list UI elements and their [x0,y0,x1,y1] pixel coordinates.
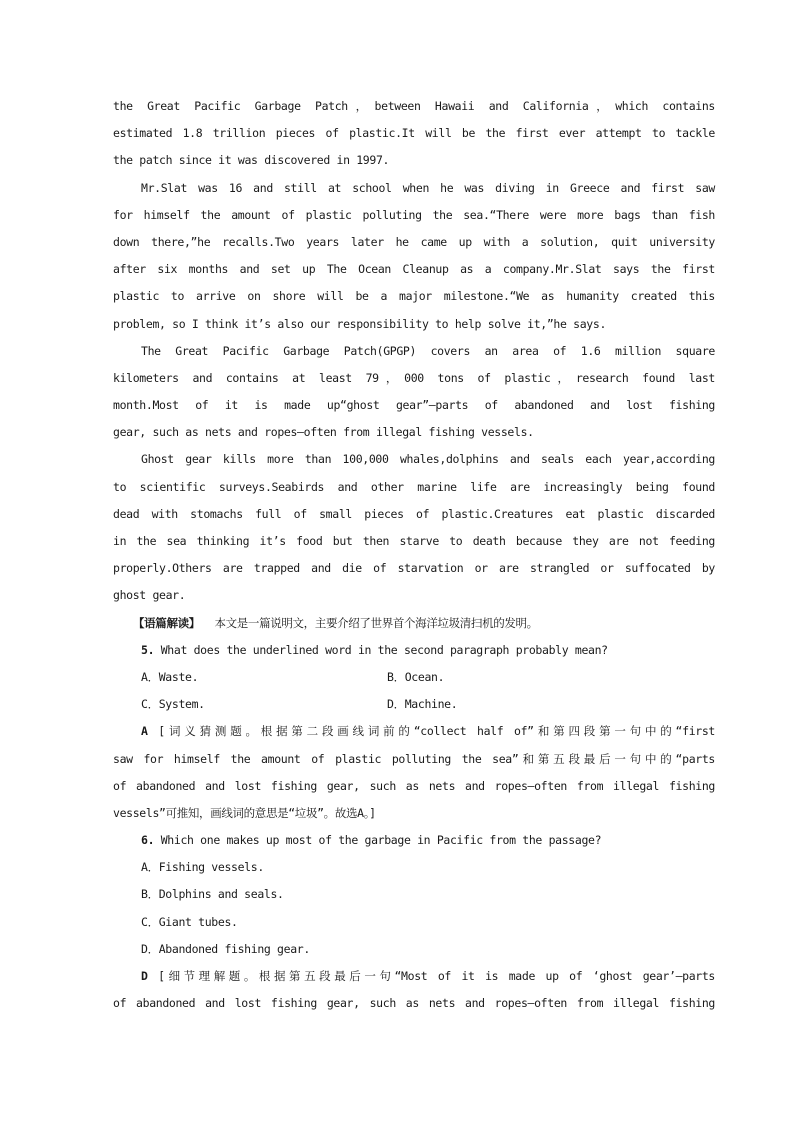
text-line: Mr.Slat was 16 and still at school when he was diving in Greece and first saw [141,180,715,195]
option-row [113,667,715,694]
option-a: A．Fishing vessels. [141,860,264,875]
explanation-text: [词义猜测题。根据第二段画线词前的“collect half of”和第四段第一句中的“first [158,724,715,739]
paragraph-4 [113,449,715,612]
paragraph-2 [113,178,715,341]
option-c: C．System. [141,697,205,712]
option-a: A．Waste. [141,669,199,684]
text-line: the Great Pacific Garbage Patch，between Hawaii and California，which contains [113,99,715,113]
text-line: problem, so I think it’s also our responsibility to help solve it,”he says. [113,316,607,331]
question-text: What does the underlined word in the second paragraph probably mean? [160,642,608,657]
text-line: after six months and set up The Ocean Cleanup as a company.Mr.Slat says the first [113,262,715,277]
answer-letter: D [141,969,148,983]
question-text: Which one makes up most of the garbage in Pacific from the passage? [160,833,602,848]
text-line: month.Most of it is made up“ghost gear”—parts of abandoned and lost fishing [113,398,715,413]
analysis-text: 本文是一篇说明文，主要介绍了世界首个海洋垃圾清扫机的发明。 [214,615,538,630]
question-6 [113,830,715,1020]
question-stem [113,640,715,667]
explanation-line: vessels”可推知，画线词的意思是“垃圾”。故选A。] [113,805,376,820]
text-line: Ghost gear kills more than 100,000 whales,dolphins and seals each year,according [141,452,715,467]
explanation-line: of abandoned and lost fishing gear, such as nets and ropes—often from illegal fishing [113,778,715,793]
question-5 [113,640,715,830]
analysis-label: 【语篇解读】 [133,615,200,630]
option-c: C．Giant tubes. [141,914,238,929]
answer-line [113,966,715,993]
text-line: for himself the amount of plastic polluting the sea.“There were more bags than fish [113,207,715,222]
text-line: gear, such as nets and ropes—often from illegal fishing vessels. [113,425,534,440]
text-line: down there,”he recalls.Two years later he came up with a solution, quit university [113,234,715,249]
explanation-line: saw for himself the amount of plastic polluting the sea”和第五段最后一句中的“parts [113,751,715,766]
paragraph-3 [113,341,715,450]
text-line: in the sea thinking it’s food but then starve to death because they are not feeding [113,534,715,548]
option-b: B．Ocean. [387,669,445,684]
explanation-text: [细节理解题。根据第五段最后一句“Most of it is made up of ‘ghost gear’—parts [158,969,716,983]
question-stem [113,830,715,857]
text-line: dead with stomachs full of small pieces of plastic.Creatures eat plastic discarded [113,506,715,521]
document-content [113,96,715,1020]
passage-analysis [113,613,715,640]
option-row [113,694,715,721]
answer-line [113,721,715,748]
explanation-line: of abandoned and lost fishing gear, such as nets and ropes—often from illegal fishing [113,996,715,1011]
text-line: to scientific surveys.Seabirds and other marine life are increasingly being found [113,479,715,494]
text-line: The Great Pacific Garbage Patch(GPGP) covers an area of 1.6 million square [141,343,715,358]
question-number: 5. [141,642,155,657]
answer-letter: A [141,724,148,739]
text-line: the patch since it was discovered in 1997. [113,153,390,168]
paragraph-1 [113,96,715,178]
question-number: 6. [141,833,155,848]
text-line: ghost gear. [113,588,186,603]
text-line: kilometers and contains at least 79，000 tons of plastic，research found last [113,370,715,385]
option-d: D．Machine. [387,697,458,712]
text-line: estimated 1.8 trillion pieces of plastic.It will be the first ever attempt to tackle [113,126,715,141]
option-d: D．Abandoned fishing gear. [141,941,310,956]
option-b: B．Dolphins and seals. [141,887,284,902]
text-line: properly.Others are trapped and die of starvation or are strangled or suffocated by [113,561,715,576]
text-line: plastic to arrive on shore will be a major milestone.“We as humanity created this [113,289,715,304]
